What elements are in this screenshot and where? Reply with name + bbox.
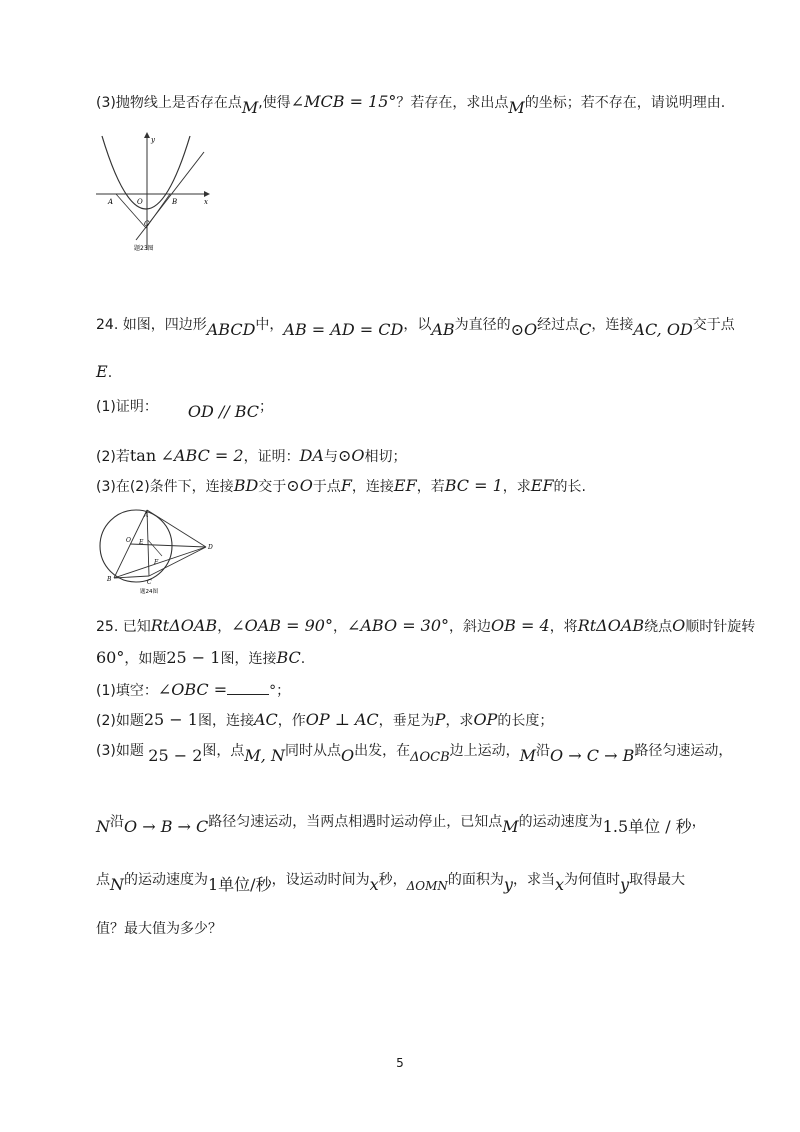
fig24-label-a: A — [144, 512, 149, 519]
q25-part2: (2)如题25 − 1图，连接AC，作OP ⊥ AC，垂足为P，求OP的长度； — [96, 710, 554, 729]
fig24-label-b: B — [107, 576, 112, 583]
q24-part3: (3)在(2)条件下，连接BD交于⊙O于点F，连接EF，若BC = 1，求EF的长. — [96, 476, 586, 495]
q24-stem-cont: E. — [96, 362, 113, 381]
fig24-label-d: D — [208, 544, 213, 551]
figure-23-parabola — [92, 128, 214, 256]
fig24-label-c: C — [147, 579, 152, 586]
q25-stem-cont: 60°，如题25 − 1图，连接BC. — [96, 648, 306, 667]
page-number: 5 — [396, 1056, 404, 1070]
q25-part3-line1: (3)如题 25 − 2图，点M, N同时从点O出发，在ΔOCB边上运动，M沿O → C → B路径匀速运动， — [96, 743, 733, 765]
answer-blank[interactable] — [227, 680, 269, 695]
fig24-caption: 题24图 — [140, 589, 158, 595]
q23-part3: (3)抛物线上是否存在点M,使得∠MCB = 15°？若存在，求出点M的坐标；若不存在，请说明理由. — [96, 92, 726, 117]
fig23-label-o: O — [137, 198, 143, 206]
q25-part3-line2: N沿O → B → C路径匀速运动，当两点相遇时运动停止，已知点M的运动速度为1.5单位 / 秒， — [96, 814, 706, 836]
fig23-label-b: B — [172, 198, 178, 206]
fig23-label-y: y — [151, 136, 155, 144]
q24-stem: 24. 如图，四边形ABCD中，AB = AD = CD，以AB为直径的⊙O经过点C，连接AC, OD交于点 — [96, 317, 735, 339]
q25-stem: 25. 已知RtΔOAB，∠OAB = 90°，∠ABO = 30°，斜边OB = 4，将RtΔOAB绕点O顺时针旋转 — [96, 616, 756, 635]
q25-part3-line3: 点N的运动速度为1单位/秒，设运动时间为x秒，ΔOMN的面积为y，求当x为何值时y取得最大 — [96, 872, 686, 894]
fig24-label-e: E — [139, 539, 144, 546]
q25-part3-line4: 值？最大值为多少？ — [96, 921, 222, 937]
fig23-label-c: C — [144, 220, 150, 228]
fig24-label-o: O — [126, 537, 131, 544]
fig24-label-f: F — [154, 559, 159, 566]
q24-part1: (1)证明： OD // BC； — [96, 399, 274, 421]
figure-24-circle — [92, 506, 218, 596]
fig23-label-x: x — [204, 198, 208, 206]
q25-part1: (1)填空：∠OBC = °； — [96, 680, 291, 699]
q24-part2: (2)若tan ∠ABC = 2，证明：DA与⊙O相切； — [96, 446, 407, 465]
fig23-label-a: A — [108, 198, 114, 206]
fig23-caption: 题23图 — [134, 245, 154, 252]
